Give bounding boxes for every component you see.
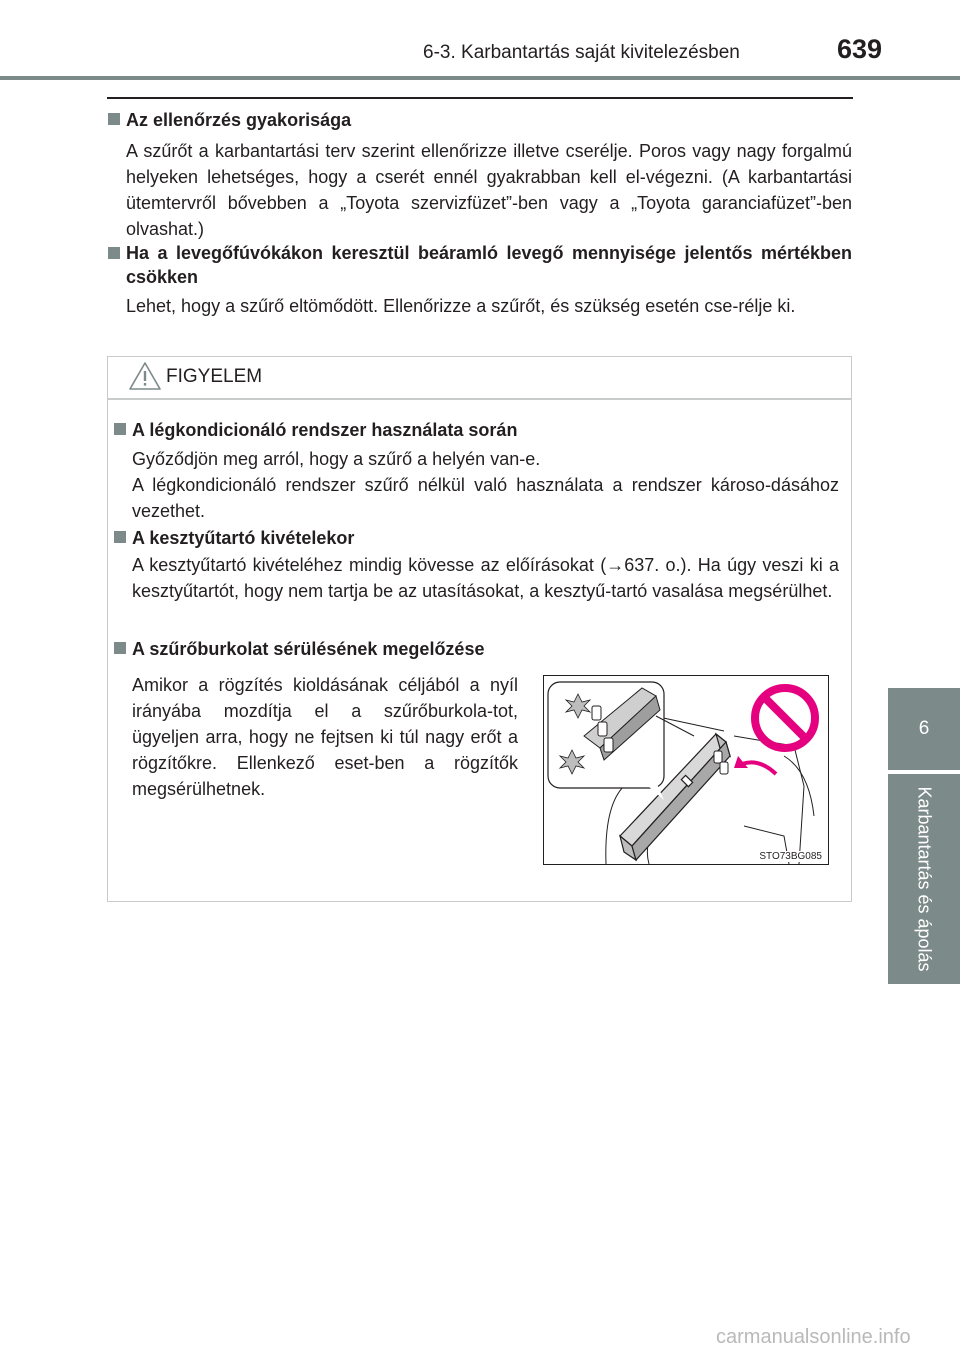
section-heading: Az ellenőrzés gyakorisága — [108, 108, 351, 132]
section-title: 6-3. Karbantartás saját kivitelezésben — [423, 42, 740, 63]
square-bullet-icon — [114, 642, 126, 654]
filter-cover-illustration — [543, 675, 829, 865]
watermark-text: carmanualsonline.info — [716, 1326, 911, 1348]
warning-item-body: Győződjön meg arról, hogy a szűrő a helyén van-e. A légkondicionáló rendszer szűrő nélkül való használata a rendszer károso-dásához vezethet. — [132, 449, 839, 521]
square-bullet-icon — [114, 531, 126, 543]
warning-title: FIGYELEM — [166, 366, 263, 387]
illustration-drawing — [544, 676, 828, 864]
chapter-label-tab — [888, 774, 960, 984]
square-bullet-icon — [114, 423, 126, 435]
chapter-number-tab: 6 — [888, 688, 960, 770]
section-body: A szűrőt a karbantartási terv szerint ellenőrizze illetve cserélje. Poros vagy nagy forgalmú helyeken lehetséges, hogy a cserét ennél gyakrabban kell el-végezni. (A karbantartási ütemtervről bővebben a „Toyota szervizfüzet”-ben vagy a „Toyota garanciafüzet”-ben olvashat.) — [126, 141, 852, 239]
square-bullet-icon — [108, 247, 120, 259]
square-bullet-icon — [108, 113, 120, 125]
figure-code: STO73BG085 — [759, 851, 822, 862]
warning-item-heading: A légkondicionáló rendszer használata során — [114, 418, 517, 442]
section-heading: Ha a levegőfúvókákon keresztül beáramló levegő mennyisége jelentős mértékben csökken — [108, 241, 852, 289]
section-body: Lehet, hogy a szűrő eltömődött. Ellenőrizze a szűrőt, és szükség esetén cse-rélje ki. — [126, 296, 796, 316]
warning-triangle-icon — [128, 360, 162, 392]
header-rule — [0, 76, 960, 80]
warning-item-heading: A kesztyűtartó kivételekor — [114, 526, 354, 550]
warning-item-body: Amikor a rögzítés kioldásának céljából a nyíl irányába mozdítja el a szűrőburkola-tot, ügyeljen arra, hogy ne fejtsen ki túl nagy erőt a rögzítőkre. Ellenkező eset-ben a rögzítők megsérülhetnek. — [132, 675, 518, 799]
content-top-rule — [107, 97, 853, 99]
warning-item-heading: A szűrőburkolat sérülésének megelőzése — [114, 637, 484, 661]
warning-divider — [107, 398, 852, 400]
page-number: 639 — [837, 34, 883, 64]
warning-item-body: A kesztyűtartó kivételéhez mindig kövesse az előírásokat (→637. o.). Ha úgy veszi ki a kesztyűtartót, hogy nem tartja be az utasításokat, a kesztyű-tartó vasalása megsérülhet. — [132, 555, 839, 601]
chapter-label: Karbantartás és ápolás — [914, 786, 935, 972]
